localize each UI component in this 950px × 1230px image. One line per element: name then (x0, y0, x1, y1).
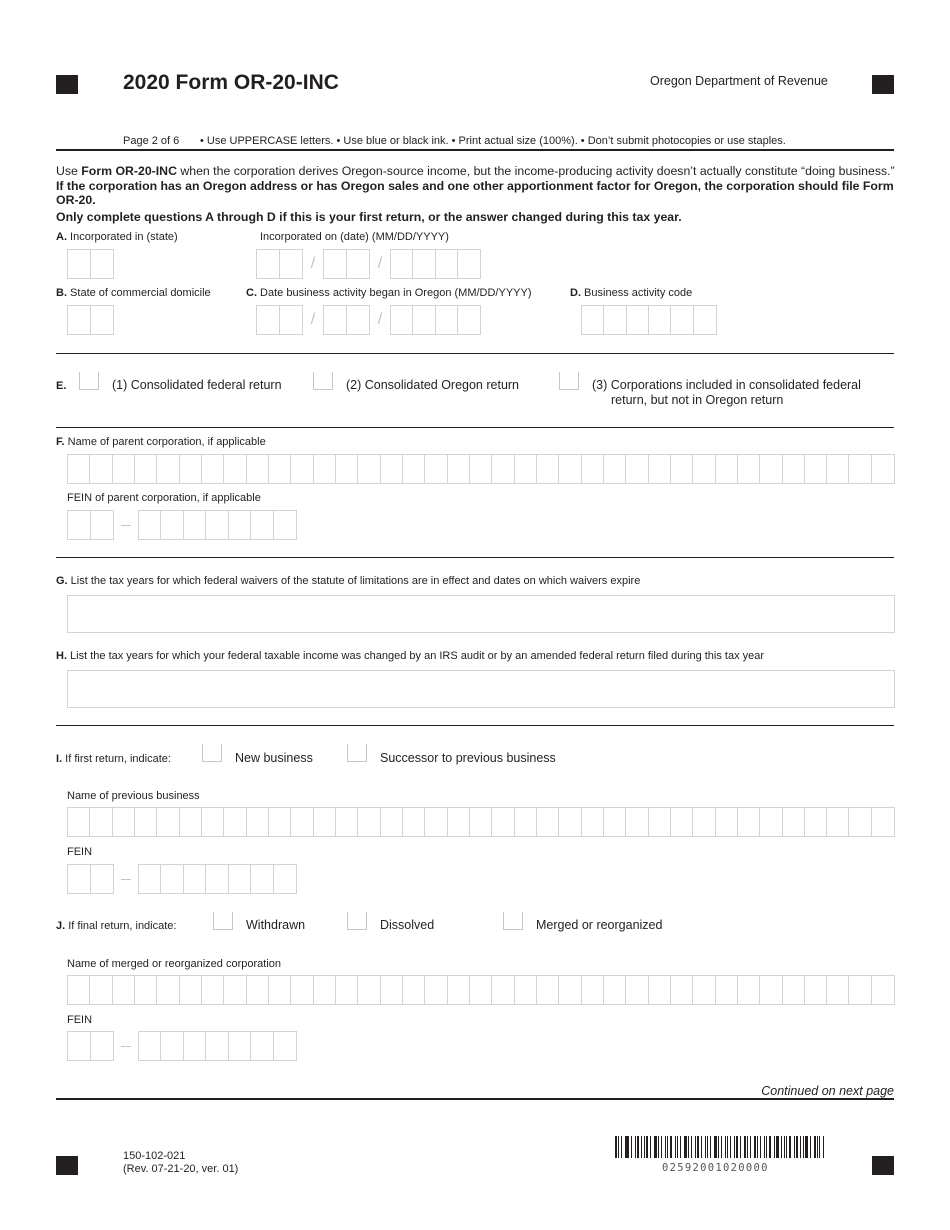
incorporated-state-input[interactable] (67, 249, 114, 279)
question-e-letter: E. (56, 380, 67, 392)
new-business-label: New business (235, 751, 313, 765)
irs-audit-years-input[interactable] (67, 670, 895, 708)
merged-corp-name-label: Name of merged or reorganized corporation (67, 958, 282, 970)
form-instructions: • Use UPPERCASE letters. • Use blue or black ink. • Print actual size (100%). • Don’t submit photocopies or use staples. (200, 135, 786, 147)
continued-note: Continued on next page (761, 1084, 894, 1098)
question-j-label: J. If final return, indicate: (56, 920, 177, 932)
form-title: 2020 Form OR-20-INC (123, 71, 339, 94)
question-b-label: B. State of commercial domicile (56, 287, 211, 299)
barcode-image (615, 1136, 825, 1158)
merged-fein-label: FEIN (67, 1014, 93, 1026)
revision-note: (Rev. 07-21-20, ver. 01) (123, 1163, 239, 1175)
question-f-label: F. Name of parent corporation, if applicable (56, 436, 266, 448)
business-activity-code-input[interactable] (581, 305, 717, 335)
barcode-number: 02592001020000 (662, 1162, 769, 1174)
new-business-checkbox[interactable] (202, 744, 222, 762)
federal-waivers-input[interactable] (67, 595, 895, 633)
section-divider (56, 725, 894, 726)
page-number: Page 2 of 6 (123, 135, 180, 147)
parent-fein-label: FEIN of parent corporation, if applicable (67, 492, 261, 504)
incorporated-date-input[interactable]: / / (256, 249, 481, 279)
consolidated-oregon-checkbox[interactable] (313, 372, 333, 390)
dissolved-label: Dissolved (380, 918, 435, 932)
consolidated-federal-checkbox[interactable] (79, 372, 99, 390)
section-divider (56, 557, 894, 558)
registration-mark-bottom-left (56, 1156, 78, 1175)
merged-reorganized-label: Merged or reorganized (536, 918, 663, 932)
previous-fein-input[interactable] (67, 864, 297, 894)
agency-name: Oregon Department of Revenue (650, 74, 828, 88)
form-number: 150-102-021 (123, 1150, 186, 1162)
successor-business-checkbox[interactable] (347, 744, 367, 762)
footer-rule (56, 1098, 894, 1100)
fein-dash (121, 1046, 131, 1047)
corporations-included-label: (3) Corporations included in consolidated federal (592, 378, 861, 392)
fein-dash (121, 525, 131, 526)
previous-business-name-label: Name of previous business (67, 790, 200, 802)
corporations-included-checkbox[interactable] (559, 372, 579, 390)
question-c-label: C. Date business activity began in Oregon (MM/DD/YYYY) (246, 287, 532, 299)
question-a-label: A. Incorporated in (state) (56, 231, 178, 243)
question-g-label: G. List the tax years for which federal waivers of the statute of limitations are in effect and dates on which waivers expire (56, 575, 641, 587)
withdrawn-label: Withdrawn (246, 918, 306, 932)
parent-fein-input[interactable] (67, 510, 297, 540)
activity-began-date-input[interactable]: / / (256, 305, 481, 335)
registration-mark-bottom-right (872, 1156, 894, 1175)
section-divider (56, 353, 894, 354)
previous-fein-label: FEIN (67, 846, 93, 858)
intro-instruction: Only complete questions A through D if this is your first return, or the answer changed during this tax year. (56, 210, 682, 224)
merged-fein-input[interactable] (67, 1031, 297, 1061)
merged-corp-name-input[interactable] (67, 975, 895, 1005)
question-i-label: I. If first return, indicate: (56, 753, 171, 765)
successor-business-label: Successor to previous business (380, 751, 556, 765)
previous-business-name-input[interactable] (67, 807, 895, 837)
fein-dash (121, 879, 131, 880)
section-divider (56, 427, 894, 428)
withdrawn-checkbox[interactable] (213, 912, 233, 930)
consolidated-oregon-label: (2) Consolidated Oregon return (346, 378, 520, 392)
corporations-included-label-line2: return, but not in Oregon return (611, 393, 784, 407)
intro-paragraph: Use Form OR-20-INC when the corporation derives Oregon-source income, but the income-producing activity doesn’t actually constitute “doing business.” If the corporation has an Oregon address or has Oregon sales and one other apportionment factor for Oregon, the corporation should file Form OR-20. (56, 164, 895, 207)
registration-mark-top-left (56, 75, 78, 94)
parent-corporation-name-input[interactable] (67, 454, 895, 484)
consolidated-federal-label: (1) Consolidated federal return (112, 378, 282, 392)
question-d-label: D. Business activity code (570, 287, 693, 299)
header-rule (56, 149, 894, 151)
registration-mark-top-right (872, 75, 894, 94)
question-h-label: H. List the tax years for which your federal taxable income was changed by an IRS audit or by an amended federal return filed during this tax year (56, 650, 765, 662)
incorporated-date-label: Incorporated on (date) (MM/DD/YYYY) (260, 231, 449, 243)
merged-reorganized-checkbox[interactable] (503, 912, 523, 930)
dissolved-checkbox[interactable] (347, 912, 367, 930)
commercial-domicile-input[interactable] (67, 305, 114, 335)
